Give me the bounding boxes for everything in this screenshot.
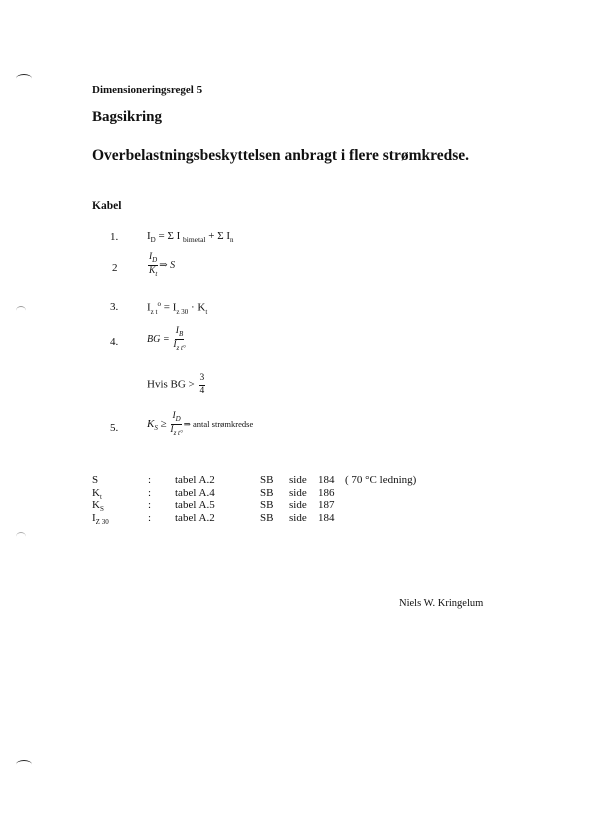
scan-mark: [16, 532, 26, 541]
formula-condition: Hvis BG > $\frac{3}{4}$: [147, 373, 205, 396]
table-row: $K_S$: [92, 499, 104, 514]
table-tables-column: tabel A.2 tabel A.4 tabel A.5 tabel A.2: [175, 474, 215, 524]
formula-5: $K_S$ ≥ $\frac{I_D}{I_{z t^\circ}}$ ⇒ antal strømkredse: [147, 411, 254, 437]
formula-1: $I_D = \Sigma$ I $_{bimetal}$ + Σ $I_n$: [147, 230, 234, 245]
scan-mark: [16, 760, 32, 769]
formula-2: $\frac{I_D}{K_t}$ ⇒ S: [148, 252, 176, 278]
rule-number: 3.: [110, 301, 119, 313]
page-title: Bagsikring: [92, 109, 163, 125]
section-heading: Kabel: [92, 200, 122, 212]
table-symbols-column: [92, 474, 109, 524]
formula-4: BG = $\frac{I_B}{I_{z t^\circ}}$: [147, 326, 186, 352]
rule-number: 4.: [110, 336, 119, 348]
table-notes-column: ( 70 °C ledning): [345, 474, 417, 486]
table-side-column: side side side side: [289, 474, 307, 524]
rule-number: 2: [112, 262, 118, 274]
formula-3: $I_{z t}^o = I_{z 30} \cdot K_t$: [147, 300, 208, 316]
table-row: $I_{Z 30}$: [92, 511, 109, 526]
table-row: S: [92, 474, 99, 486]
rule-number: 5.: [110, 422, 119, 434]
scan-mark: [16, 306, 26, 315]
table-books-column: SB SB SB SB: [260, 474, 274, 524]
table-pages-column: 184 186 187 184: [318, 474, 335, 524]
signature-name: Niels W. Kringelum: [399, 598, 484, 609]
table-colon-column: : : : :: [148, 474, 152, 524]
page-subtitle: Overbelastningsbeskyttelsen anbragt i flere strømkredse.: [92, 147, 469, 164]
document-header: Dimensioneringsregel 5: [92, 84, 203, 96]
table-row: $K_t$: [92, 486, 102, 501]
scan-mark: [16, 74, 32, 83]
rule-number: 1.: [110, 231, 119, 243]
